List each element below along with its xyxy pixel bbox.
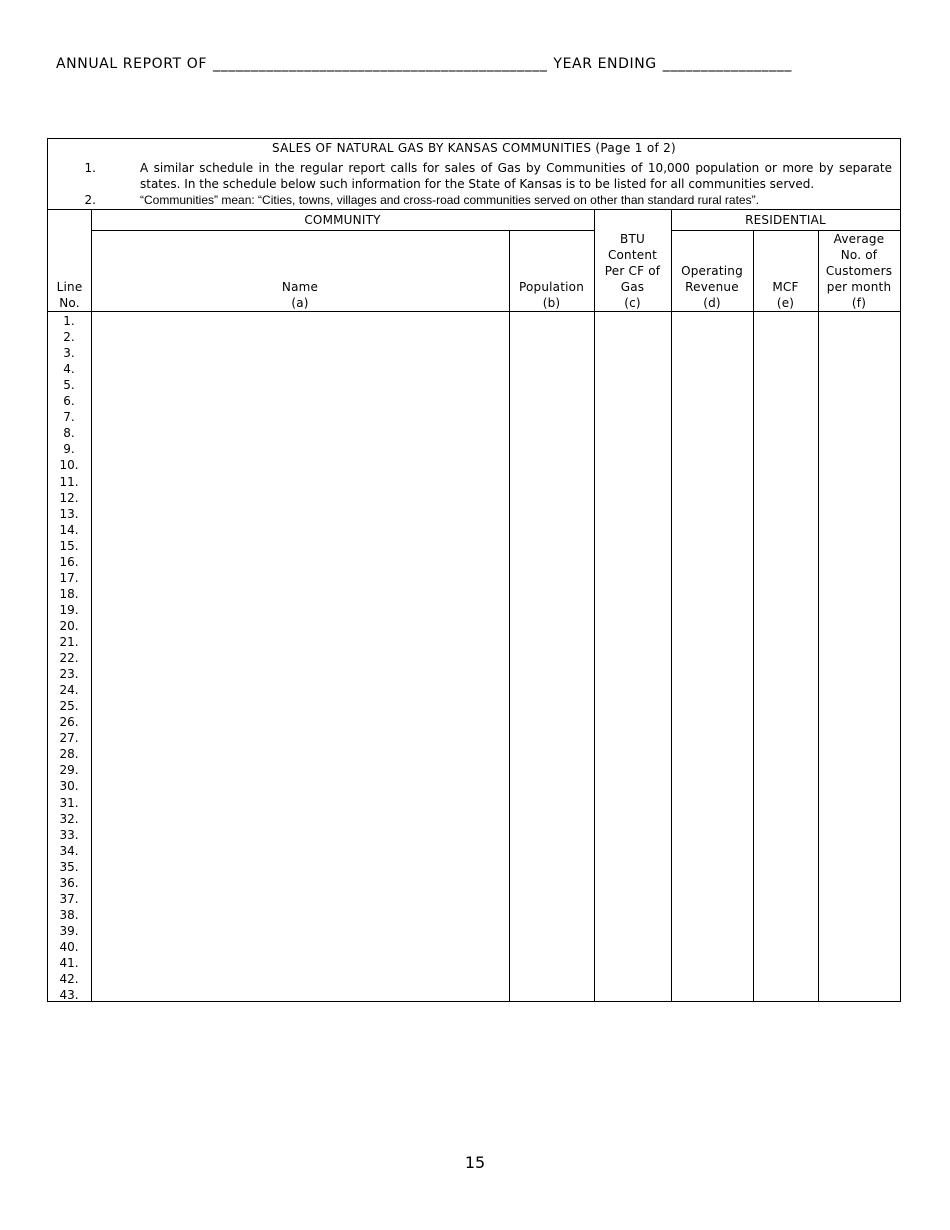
table-row: 14.	[59, 522, 79, 537]
table-row: 30.	[59, 779, 79, 794]
table-row: 2.	[63, 330, 75, 345]
col-rule-mcf	[818, 230, 819, 1001]
annual-report-blank[interactable]: ____________________________________________	[213, 56, 548, 72]
table-row: 32.	[59, 811, 79, 826]
report-header	[56, 56, 916, 72]
table-row: 25.	[59, 699, 79, 714]
table-row: 26.	[59, 715, 79, 730]
table-row: 27.	[59, 731, 79, 746]
table-row: 43.	[59, 988, 79, 1003]
table-row: 31.	[59, 795, 79, 810]
table-row: 6.	[63, 394, 75, 409]
table-row: 17.	[59, 570, 79, 585]
table-row: 39.	[59, 923, 79, 938]
table-row: 21.	[59, 635, 79, 649]
page-number: 15	[464, 1153, 486, 1172]
table-row: 28.	[59, 747, 79, 762]
table-row: 37.	[59, 891, 79, 906]
rule-below-community	[91, 230, 594, 231]
table-row: 38.	[59, 907, 79, 922]
table-row: 40.	[59, 939, 79, 954]
table-row: 18.	[59, 586, 79, 601]
avg-customers-header: Average No. of Customers per month (f)	[825, 232, 893, 310]
table-row: 42.	[59, 972, 79, 987]
col-rule-revenue	[753, 230, 754, 1001]
name-header: Name (a)	[281, 280, 319, 310]
note-1-line-1: A similar schedule in the regular report calls for sales of Gas by Communities of 10,000 population or more by separate	[140, 161, 892, 175]
table-row: 22.	[59, 651, 79, 666]
note-1-number: 1.	[84, 161, 96, 175]
population-header: Population (b)	[518, 280, 585, 310]
table-row: 23.	[59, 667, 79, 682]
mcf-header: MCF (e)	[772, 280, 799, 310]
col-rule-population	[594, 209, 595, 1001]
table-row: 5.	[63, 378, 75, 393]
col-rule-btu	[671, 209, 672, 1001]
table-row: 36.	[59, 875, 79, 890]
table-row: 33.	[59, 827, 79, 842]
table-row: 19.	[59, 602, 79, 617]
table-row: 8.	[63, 426, 75, 441]
table-row: 41.	[59, 956, 79, 970]
note-2-number: 2.	[84, 193, 96, 207]
table-row: 3.	[63, 346, 75, 361]
table-row: 15.	[59, 538, 79, 553]
table-row: 1.	[63, 314, 75, 328]
table-row: 11.	[59, 474, 79, 489]
schedule-title: SALES OF NATURAL GAS BY KANSAS COMMUNITIES (Page 1 of 2)	[271, 141, 677, 155]
residential-group-header: RESIDENTIAL	[745, 213, 826, 227]
operating-revenue-header: Operating Revenue (d)	[681, 264, 743, 310]
annual-report-label: ANNUAL REPORT OF	[56, 56, 208, 72]
table-row: 7.	[63, 410, 75, 425]
note-2-line-1: “Communities” mean: “Cities, towns, villages and cross-road communities served on other than standard rural rates”.	[140, 193, 759, 207]
col-rule-line-no	[91, 209, 92, 1001]
line-no-header: Line No.	[56, 280, 83, 310]
rule-below-notes	[48, 209, 900, 210]
table-row: 35.	[59, 859, 79, 874]
year-ending-label: YEAR ENDING	[553, 56, 657, 72]
table-row: 4.	[63, 362, 75, 377]
table-row: 20.	[59, 618, 79, 633]
table-row: 29.	[59, 763, 79, 778]
note-1-line-2: states. In the schedule below such information for the State of Kansas is to be listed for all communities served.	[140, 177, 815, 191]
table-row: 34.	[59, 843, 79, 858]
schedule-table	[47, 138, 901, 1002]
btu-header: BTU Content Per CF of Gas (c)	[604, 232, 661, 310]
table-row: 10.	[59, 458, 79, 473]
table-row: 16.	[59, 554, 79, 569]
rule-below-headers	[48, 311, 900, 312]
table-row: 24.	[59, 683, 79, 698]
table-row: 9.	[63, 442, 75, 457]
community-group-header: COMMUNITY	[304, 213, 381, 227]
col-rule-name	[509, 230, 510, 1001]
year-ending-blank[interactable]: _________________	[662, 56, 792, 72]
table-row: 13.	[59, 506, 79, 521]
table-row: 12.	[59, 490, 79, 505]
